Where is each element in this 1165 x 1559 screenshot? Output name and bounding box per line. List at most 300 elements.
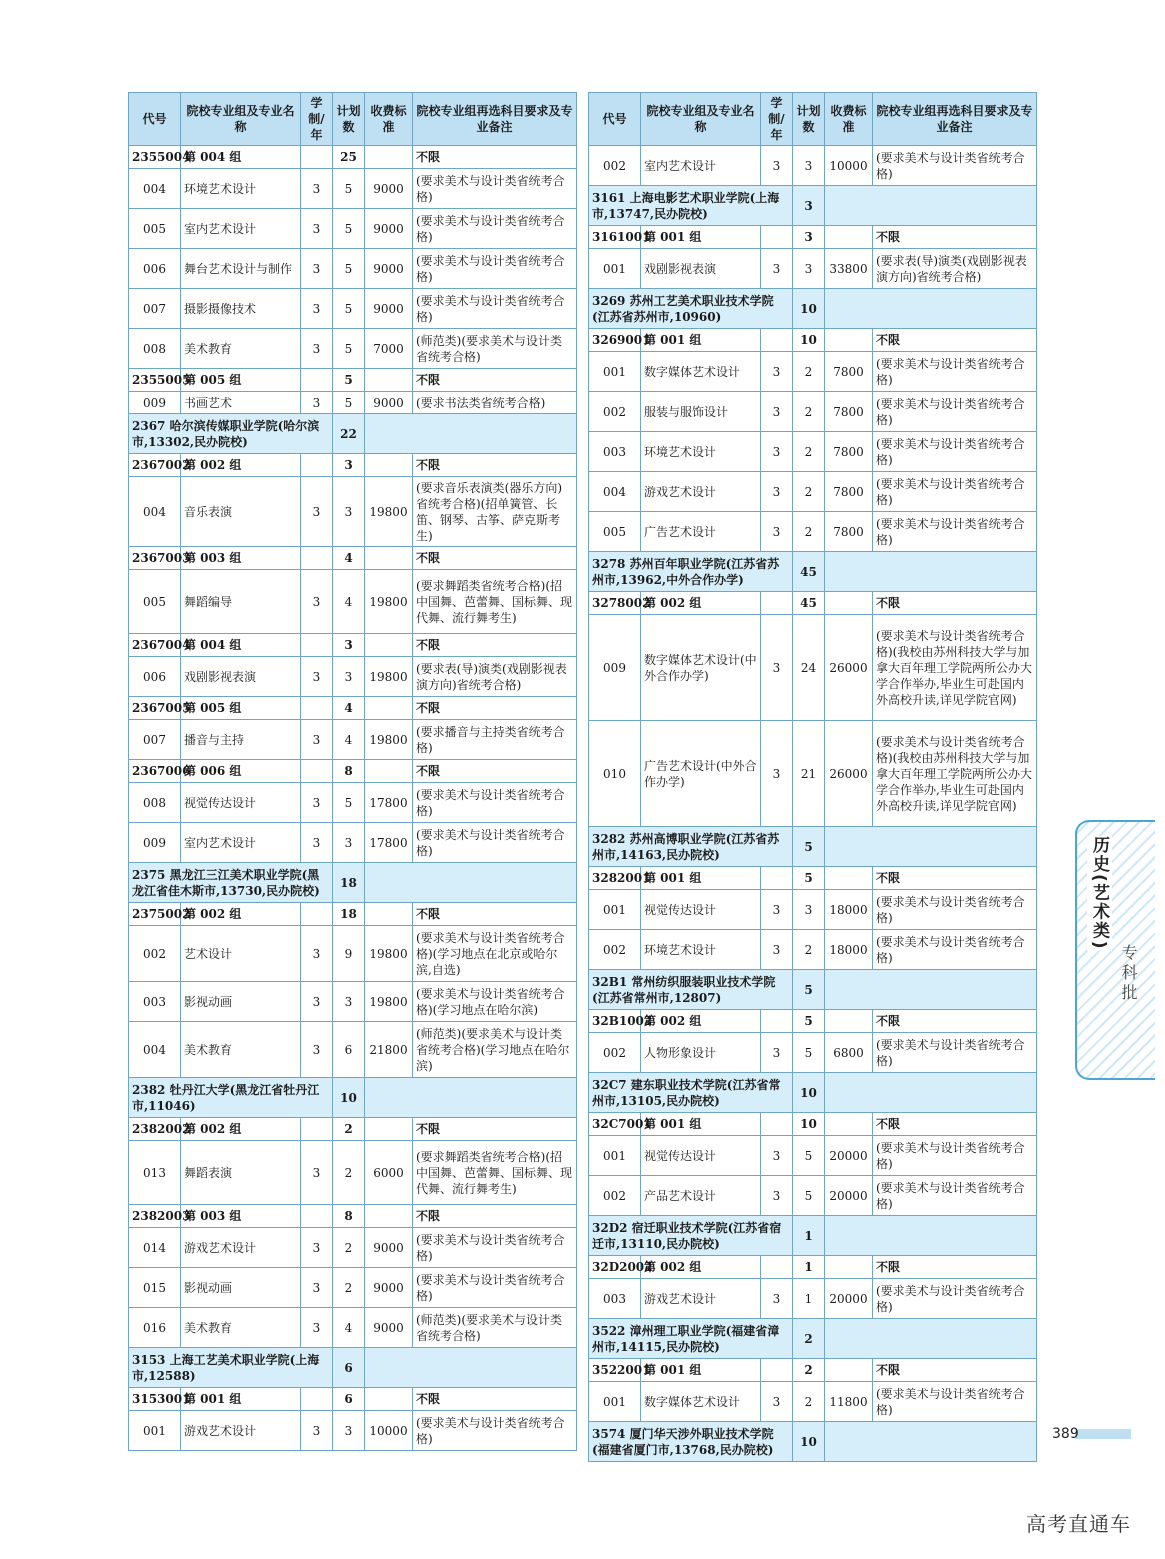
school-empty-cell [825, 186, 1037, 226]
major-code: 001 [129, 1411, 181, 1451]
group-subject-requirement: 不限 [873, 1359, 1037, 1382]
major-code: 001 [589, 352, 641, 392]
school-row [589, 1422, 1037, 1462]
school-plan-count: 2 [793, 1319, 825, 1359]
group-subject-requirement: 不限 [873, 226, 1037, 249]
group-years-empty [761, 867, 793, 890]
major-plan-count: 2 [333, 1268, 365, 1308]
major-notes: (要求美术与设计类省统考合格) [873, 890, 1037, 930]
group-row [129, 1388, 577, 1411]
group-plan-count: 5 [793, 867, 825, 890]
major-code: 004 [129, 169, 181, 209]
major-fee: 7800 [825, 512, 873, 552]
major-name: 游戏艺术设计 [641, 1279, 761, 1319]
school-name: 3522 漳州理工职业学院(福建省漳州市,14115,民办院校) [589, 1319, 793, 1359]
major-plan-count: 4 [333, 570, 365, 634]
major-years: 3 [301, 823, 333, 863]
major-years: 3 [301, 329, 333, 369]
school-name: 3574 厦门华天涉外职业技术学院(福建省厦门市,13768,民办院校) [589, 1422, 793, 1462]
group-fee-empty [825, 1359, 873, 1382]
group-name: 第 005 组 [181, 697, 301, 720]
group-plan-count: 2 [793, 1359, 825, 1382]
table-header-row [589, 93, 1037, 146]
major-name: 影视动画 [181, 1268, 301, 1308]
major-row [129, 926, 577, 982]
group-row [129, 369, 577, 392]
major-years: 3 [301, 289, 333, 329]
major-years: 3 [761, 432, 793, 472]
major-plan-count: 2 [793, 512, 825, 552]
major-name: 书画艺术 [181, 392, 301, 414]
page-number-bar [1075, 1429, 1131, 1439]
major-years: 3 [761, 352, 793, 392]
group-years-empty [301, 547, 333, 570]
school-empty-cell [825, 1073, 1037, 1113]
group-row [589, 1256, 1037, 1279]
major-plan-count: 5 [793, 1033, 825, 1073]
major-plan-count: 3 [333, 657, 365, 697]
group-row [129, 547, 577, 570]
major-name: 室内艺术设计 [641, 146, 761, 186]
major-plan-count: 9 [333, 926, 365, 982]
major-plan-count: 5 [333, 169, 365, 209]
major-plan-count: 4 [333, 1308, 365, 1348]
major-code: 009 [129, 392, 181, 414]
major-notes: (要求舞蹈类省统考合格)(招中国舞、芭蕾舞、国标舞、现代舞、流行舞考生) [413, 1141, 577, 1205]
group-plan-count: 5 [793, 1010, 825, 1033]
major-plan-count: 2 [333, 1141, 365, 1205]
group-years-empty [301, 369, 333, 392]
major-code: 015 [129, 1268, 181, 1308]
major-fee: 19800 [365, 720, 413, 760]
major-notes: (要求美术与设计类省统考合格) [873, 1033, 1037, 1073]
major-row [129, 289, 577, 329]
major-name: 数字媒体艺术设计(中外合作办学) [641, 615, 761, 721]
group-years-empty [761, 592, 793, 615]
major-years: 3 [301, 169, 333, 209]
major-plan-count: 6 [333, 1022, 365, 1078]
major-years: 3 [761, 472, 793, 512]
major-plan-count: 5 [333, 783, 365, 823]
major-code: 002 [129, 926, 181, 982]
major-row [129, 477, 577, 547]
group-name: 第 001 组 [641, 1359, 761, 1382]
major-notes: (要求表(导)演类(戏剧影视表演方向)省统考合格) [413, 657, 577, 697]
header-notes: 院校专业组再选科目要求及专业备注 [413, 93, 577, 146]
group-subject-requirement: 不限 [413, 1118, 577, 1141]
watermark-text: 高考直通车 [1026, 1512, 1131, 1536]
major-name: 游戏艺术设计 [641, 472, 761, 512]
major-row [129, 783, 577, 823]
major-row [589, 930, 1037, 970]
major-fee: 7800 [825, 352, 873, 392]
major-code: 001 [589, 1136, 641, 1176]
major-notes: (要求美术与设计类省统考合格) [413, 249, 577, 289]
table-header-row [129, 93, 577, 146]
major-fee: 9000 [365, 1308, 413, 1348]
group-years-empty [301, 760, 333, 783]
major-plan-count: 2 [793, 1382, 825, 1422]
group-years-empty [761, 329, 793, 352]
group-plan-count: 3 [333, 454, 365, 477]
major-code: 004 [129, 477, 181, 547]
group-row [589, 867, 1037, 890]
header-plan: 计划数 [793, 93, 825, 146]
group-row [589, 1359, 1037, 1382]
major-fee: 10000 [365, 1411, 413, 1451]
side-tab-title: 历史(艺术类) [1087, 836, 1112, 951]
major-code: 016 [129, 1308, 181, 1348]
group-row [129, 1205, 577, 1228]
major-years: 3 [301, 1411, 333, 1451]
major-years: 3 [761, 249, 793, 289]
major-years: 3 [761, 1033, 793, 1073]
group-row [129, 903, 577, 926]
major-plan-count: 3 [793, 146, 825, 186]
group-row [589, 226, 1037, 249]
group-code: 2367003 [129, 547, 181, 570]
group-subject-requirement: 不限 [413, 697, 577, 720]
group-name: 第 002 组 [641, 1256, 761, 1279]
major-years: 3 [301, 392, 333, 414]
school-plan-count: 3 [793, 186, 825, 226]
school-plan-count: 18 [333, 863, 365, 903]
major-fee: 21800 [365, 1022, 413, 1078]
group-name: 第 002 组 [181, 1118, 301, 1141]
major-plan-count: 3 [333, 477, 365, 547]
group-subject-requirement: 不限 [873, 1010, 1037, 1033]
major-code: 002 [589, 1176, 641, 1216]
major-name: 播音与主持 [181, 720, 301, 760]
group-subject-requirement: 不限 [873, 1113, 1037, 1136]
major-row [589, 890, 1037, 930]
major-row [129, 1411, 577, 1451]
major-fee: 19800 [365, 926, 413, 982]
group-code: 2382003 [129, 1205, 181, 1228]
major-code: 004 [589, 472, 641, 512]
school-plan-count: 10 [793, 289, 825, 329]
group-fee-empty [365, 547, 413, 570]
major-plan-count: 5 [333, 392, 365, 414]
major-code: 009 [129, 823, 181, 863]
admission-plan-table-right [588, 92, 1037, 1462]
major-fee: 19800 [365, 657, 413, 697]
group-name: 第 001 组 [641, 226, 761, 249]
group-plan-count: 3 [793, 226, 825, 249]
school-empty-cell [365, 863, 577, 903]
major-row [129, 570, 577, 634]
major-name: 服装与服饰设计 [641, 392, 761, 432]
group-years-empty [761, 1113, 793, 1136]
school-plan-count: 1 [793, 1216, 825, 1256]
major-fee: 6000 [365, 1141, 413, 1205]
group-name: 第 002 组 [181, 903, 301, 926]
major-name: 摄影摄像技术 [181, 289, 301, 329]
major-years: 3 [301, 1228, 333, 1268]
group-row [589, 1113, 1037, 1136]
group-code: 3282001 [589, 867, 641, 890]
group-row [589, 592, 1037, 615]
group-fee-empty [365, 454, 413, 477]
major-name: 环境艺术设计 [181, 169, 301, 209]
major-fee: 9000 [365, 169, 413, 209]
major-code: 001 [589, 890, 641, 930]
major-plan-count: 3 [793, 249, 825, 289]
group-fee-empty [365, 760, 413, 783]
group-subject-requirement: 不限 [413, 1388, 577, 1411]
major-plan-count: 24 [793, 615, 825, 721]
school-name: 2375 黑龙江三江美术职业学院(黑龙江省佳木斯市,13730,民办院校) [129, 863, 333, 903]
group-row [129, 634, 577, 657]
group-name: 第 003 组 [181, 547, 301, 570]
major-fee: 9000 [365, 289, 413, 329]
school-plan-count: 10 [793, 1073, 825, 1113]
major-years: 3 [301, 1141, 333, 1205]
group-fee-empty [365, 1205, 413, 1228]
group-fee-empty [365, 1118, 413, 1141]
group-name: 第 001 组 [181, 1388, 301, 1411]
major-years: 3 [761, 146, 793, 186]
major-years: 3 [761, 930, 793, 970]
major-years: 3 [761, 1279, 793, 1319]
group-code: 32B1002 [589, 1010, 641, 1033]
major-notes: (要求美术与设计类省统考合格) [873, 146, 1037, 186]
major-fee: 20000 [825, 1279, 873, 1319]
major-fee: 17800 [365, 823, 413, 863]
group-fee-empty [365, 903, 413, 926]
major-fee: 20000 [825, 1176, 873, 1216]
group-code: 3278002 [589, 592, 641, 615]
major-name: 数字媒体艺术设计 [641, 352, 761, 392]
major-fee: 6800 [825, 1033, 873, 1073]
major-years: 3 [761, 392, 793, 432]
major-notes: (要求美术与设计类省统考合格)(学习地点在哈尔滨) [413, 982, 577, 1022]
major-plan-count: 2 [793, 930, 825, 970]
major-plan-count: 2 [793, 352, 825, 392]
group-plan-count: 4 [333, 697, 365, 720]
major-fee: 9000 [365, 1228, 413, 1268]
major-years: 3 [301, 1308, 333, 1348]
group-years-empty [301, 1388, 333, 1411]
side-tab-subtitle: 专科批 [1119, 944, 1138, 1004]
school-plan-count: 6 [333, 1348, 365, 1388]
group-row [589, 329, 1037, 352]
major-row [129, 657, 577, 697]
school-name: 3269 苏州工艺美术职业技术学院(江苏省苏州市,10960) [589, 289, 793, 329]
header-years: 学制/年 [301, 93, 333, 146]
major-name: 音乐表演 [181, 477, 301, 547]
major-years: 3 [761, 1382, 793, 1422]
major-code: 002 [589, 930, 641, 970]
group-plan-count: 18 [333, 903, 365, 926]
major-row [589, 472, 1037, 512]
group-name: 第 004 组 [181, 634, 301, 657]
major-name: 游戏艺术设计 [181, 1411, 301, 1451]
group-code: 2367005 [129, 697, 181, 720]
major-name: 视觉传达设计 [641, 890, 761, 930]
group-name: 第 005 组 [181, 369, 301, 392]
major-notes: (要求播音与主持类省统考合格) [413, 720, 577, 760]
major-row [129, 329, 577, 369]
group-years-empty [301, 634, 333, 657]
major-fee: 17800 [365, 783, 413, 823]
group-years-empty [301, 454, 333, 477]
major-row [589, 1033, 1037, 1073]
group-code: 2367004 [129, 634, 181, 657]
group-subject-requirement: 不限 [413, 369, 577, 392]
major-code: 001 [589, 249, 641, 289]
group-code: 2375002 [129, 903, 181, 926]
group-years-empty [301, 697, 333, 720]
major-years: 3 [761, 1136, 793, 1176]
school-empty-cell [825, 1422, 1037, 1462]
major-notes: (要求美术与设计类省统考合格) [873, 1176, 1037, 1216]
major-row [589, 249, 1037, 289]
group-fee-empty [825, 226, 873, 249]
major-notes: (要求美术与设计类省统考合格) [873, 392, 1037, 432]
major-name: 戏剧影视表演 [181, 657, 301, 697]
group-row [129, 697, 577, 720]
group-plan-count: 3 [333, 634, 365, 657]
major-years: 3 [761, 512, 793, 552]
group-code: 32D2002 [589, 1256, 641, 1279]
group-row [589, 1010, 1037, 1033]
school-name: 3282 苏州高博职业学院(江苏省苏州市,14163,民办院校) [589, 827, 793, 867]
group-fee-empty [365, 369, 413, 392]
group-code: 2382002 [129, 1118, 181, 1141]
group-years-empty [761, 1010, 793, 1033]
school-empty-cell [365, 1078, 577, 1118]
major-row [589, 1136, 1037, 1176]
major-row [129, 1268, 577, 1308]
major-fee: 33800 [825, 249, 873, 289]
school-plan-count: 5 [793, 970, 825, 1010]
major-notes: (要求美术与设计类省统考合格) [873, 1382, 1037, 1422]
group-code: 3161001 [589, 226, 641, 249]
major-name: 数字媒体艺术设计 [641, 1382, 761, 1422]
major-code: 014 [129, 1228, 181, 1268]
school-row [589, 1216, 1037, 1256]
major-name: 影视动画 [181, 982, 301, 1022]
major-name: 环境艺术设计 [641, 930, 761, 970]
major-notes: (要求美术与设计类省统考合格) [413, 1411, 577, 1451]
group-years-empty [301, 146, 333, 169]
school-name: 3278 苏州百年职业学院(江苏省苏州市,13962,中外合作办学) [589, 552, 793, 592]
school-row [589, 827, 1037, 867]
major-code: 001 [589, 1382, 641, 1422]
major-code: 008 [129, 783, 181, 823]
major-fee: 18000 [825, 930, 873, 970]
major-name: 戏剧影视表演 [641, 249, 761, 289]
group-code: 2355004 [129, 146, 181, 169]
major-code: 002 [589, 392, 641, 432]
group-name: 第 004 组 [181, 146, 301, 169]
group-row [129, 1118, 577, 1141]
header-code: 代号 [589, 93, 641, 146]
major-plan-count: 2 [793, 472, 825, 512]
major-code: 007 [129, 289, 181, 329]
major-row [589, 1382, 1037, 1422]
header-years: 学制/年 [761, 93, 793, 146]
header-notes: 院校专业组再选科目要求及专业备注 [873, 93, 1037, 146]
major-row [129, 392, 577, 414]
group-plan-count: 10 [793, 1113, 825, 1136]
major-name: 美术教育 [181, 1022, 301, 1078]
major-name: 室内艺术设计 [181, 209, 301, 249]
header-fee: 收费标准 [365, 93, 413, 146]
major-row [589, 721, 1037, 827]
major-plan-count: 4 [333, 720, 365, 760]
major-fee: 19800 [365, 982, 413, 1022]
section-side-tab [1075, 820, 1155, 1080]
group-plan-count: 2 [333, 1118, 365, 1141]
major-plan-count: 5 [333, 209, 365, 249]
group-fee-empty [825, 1256, 873, 1279]
major-code: 002 [589, 1033, 641, 1073]
major-notes: (要求音乐表演类(器乐方向)省统考合格)(招单簧管、长笛、钢琴、古筝、萨克斯考生) [413, 477, 577, 547]
major-name: 广告艺术设计(中外合作办学) [641, 721, 761, 827]
major-row [129, 1308, 577, 1348]
major-years: 3 [301, 209, 333, 249]
school-empty-cell [825, 1216, 1037, 1256]
major-years: 3 [761, 615, 793, 721]
group-plan-count: 8 [333, 1205, 365, 1228]
group-name: 第 001 组 [641, 867, 761, 890]
group-fee-empty [365, 146, 413, 169]
group-years-empty [301, 1118, 333, 1141]
major-plan-count: 2 [333, 1228, 365, 1268]
major-code: 005 [129, 570, 181, 634]
major-years: 3 [761, 1176, 793, 1216]
school-row [589, 289, 1037, 329]
school-empty-cell [825, 289, 1037, 329]
group-years-empty [301, 903, 333, 926]
major-notes: (要求美术与设计类省统考合格) [873, 1279, 1037, 1319]
major-code: 013 [129, 1141, 181, 1205]
major-code: 002 [589, 146, 641, 186]
major-years: 3 [301, 249, 333, 289]
major-row [589, 392, 1037, 432]
school-plan-count: 45 [793, 552, 825, 592]
group-subject-requirement: 不限 [413, 634, 577, 657]
school-row [589, 552, 1037, 592]
group-plan-count: 45 [793, 592, 825, 615]
group-fee-empty [825, 329, 873, 352]
major-plan-count: 5 [333, 249, 365, 289]
header-name: 院校专业组及专业名称 [181, 93, 301, 146]
group-row [129, 760, 577, 783]
major-notes: (要求美术与设计类省统考合格) [873, 1136, 1037, 1176]
major-notes: (要求美术与设计类省统考合格) [873, 432, 1037, 472]
major-code: 010 [589, 721, 641, 827]
major-fee: 20000 [825, 1136, 873, 1176]
major-notes: (要求美术与设计类省统考合格)(我校由苏州科技大学与加拿大百年理工学院两所公办大学合作举办,毕业生可赴国内外高校升读,详见学院官网) [873, 721, 1037, 827]
school-name: 32B1 常州纺织服装职业技术学院(江苏省常州市,12807) [589, 970, 793, 1010]
school-plan-count: 5 [793, 827, 825, 867]
header-plan: 计划数 [333, 93, 365, 146]
major-row [589, 1279, 1037, 1319]
group-plan-count: 5 [333, 369, 365, 392]
group-subject-requirement: 不限 [413, 547, 577, 570]
header-fee: 收费标准 [825, 93, 873, 146]
major-notes: (要求美术与设计类省统考合格) [873, 930, 1037, 970]
group-fee-empty [825, 1010, 873, 1033]
group-fee-empty [825, 1113, 873, 1136]
major-name: 环境艺术设计 [641, 432, 761, 472]
group-name: 第 003 组 [181, 1205, 301, 1228]
group-name: 第 002 组 [641, 592, 761, 615]
school-empty-cell [825, 970, 1037, 1010]
